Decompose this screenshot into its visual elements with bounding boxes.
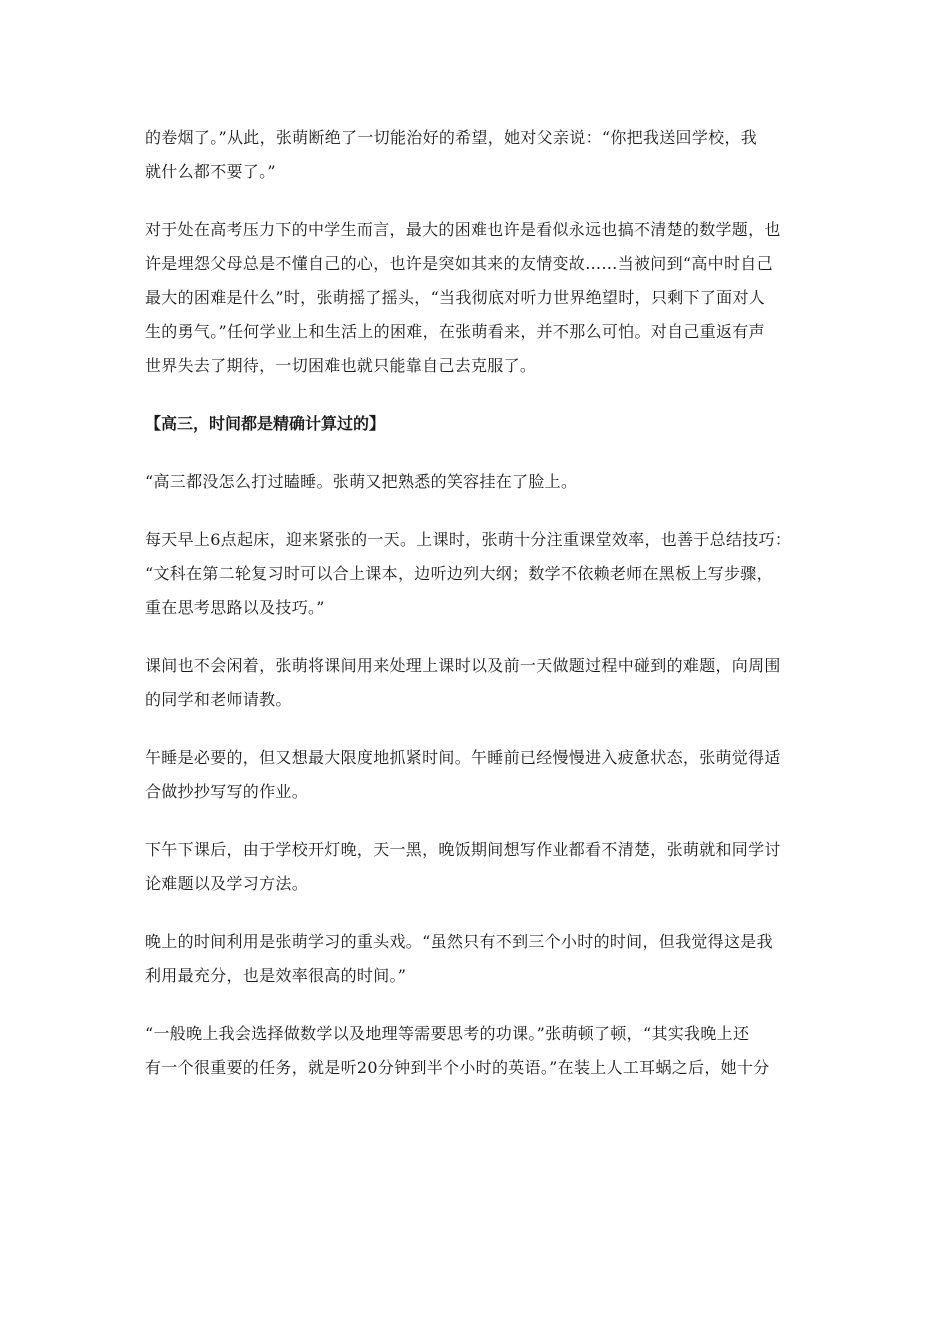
section-paragraph-6: 晚上的时间利用是张萌学习的重头戏。“虽然只有不到三个小时的时间，但我觉得这是我 利用最充分，也是效率很高的时间。”: [145, 932, 773, 985]
section-heading: 【高三，时间都是精确计算过的】: [145, 414, 386, 433]
paragraph-1: 的卷烟了。”从此，张萌断绝了一切能治好的希望，她对父亲说：“你把我送回学校，我 就什么都不要了。”: [145, 128, 758, 181]
section-paragraph-1: “高三都没怎么打过瞌睡。张萌又把熟悉的笑容挂在了脸上。: [145, 472, 578, 491]
section-paragraph-5: 下午下课后，由于学校开灯晚，天一黑，晚饭期间想写作业都看不清楚，张萌就和同学讨 论难题以及学习方法。: [145, 840, 781, 893]
section-paragraph-2: 每天早上6点起床，迎来紧张的一天。上课时，张萌十分注重课堂效率，也善于总结技巧： “文科在第二轮复习时可以合上课本，边听边列大纲；数学不依赖老师在黑板上写步骤， 重在思考思路以及技巧。”: [145, 530, 792, 617]
paragraph-2: 对于处在高考压力下的中学生而言，最大的困难也许是看似永远也搞不清楚的数学题，也 许是埋怨父母总是不懂自己的心，也许是突如其来的友情变故……当被问到“高中时自己 最大的困难是什么”时，张萌摇了摇头，“当我彻底对听力世界绝望时，只剩下了面对人 生的勇气。”任何学业上和生活上的困难，在张萌看来，并不那么可怕。对自己重返有声 世界失去了期待，一切困难也就只能靠自己去克服了。: [145, 220, 781, 375]
section-paragraph-3: 课间也不会闲着，张萌将课间用来处理上课时以及前一天做题过程中碰到的难题，向周围 的同学和老师请教。: [145, 656, 781, 709]
section-paragraph-4: 午睡是必要的，但又想最大限度地抓紧时间。午睡前已经慢慢进入疲惫状态，张萌觉得适 合做抄抄写写的作业。: [145, 748, 781, 801]
section-paragraph-7: “一般晚上我会选择做数学以及地理等需要思考的功课。”张萌顿了顿，“其实我晚上还 有一个很重要的任务，就是听20分钟到半个小时的英语。”在装上人工耳蜗之后，她十分: [145, 1024, 770, 1077]
document-page: [145, 121, 815, 1109]
